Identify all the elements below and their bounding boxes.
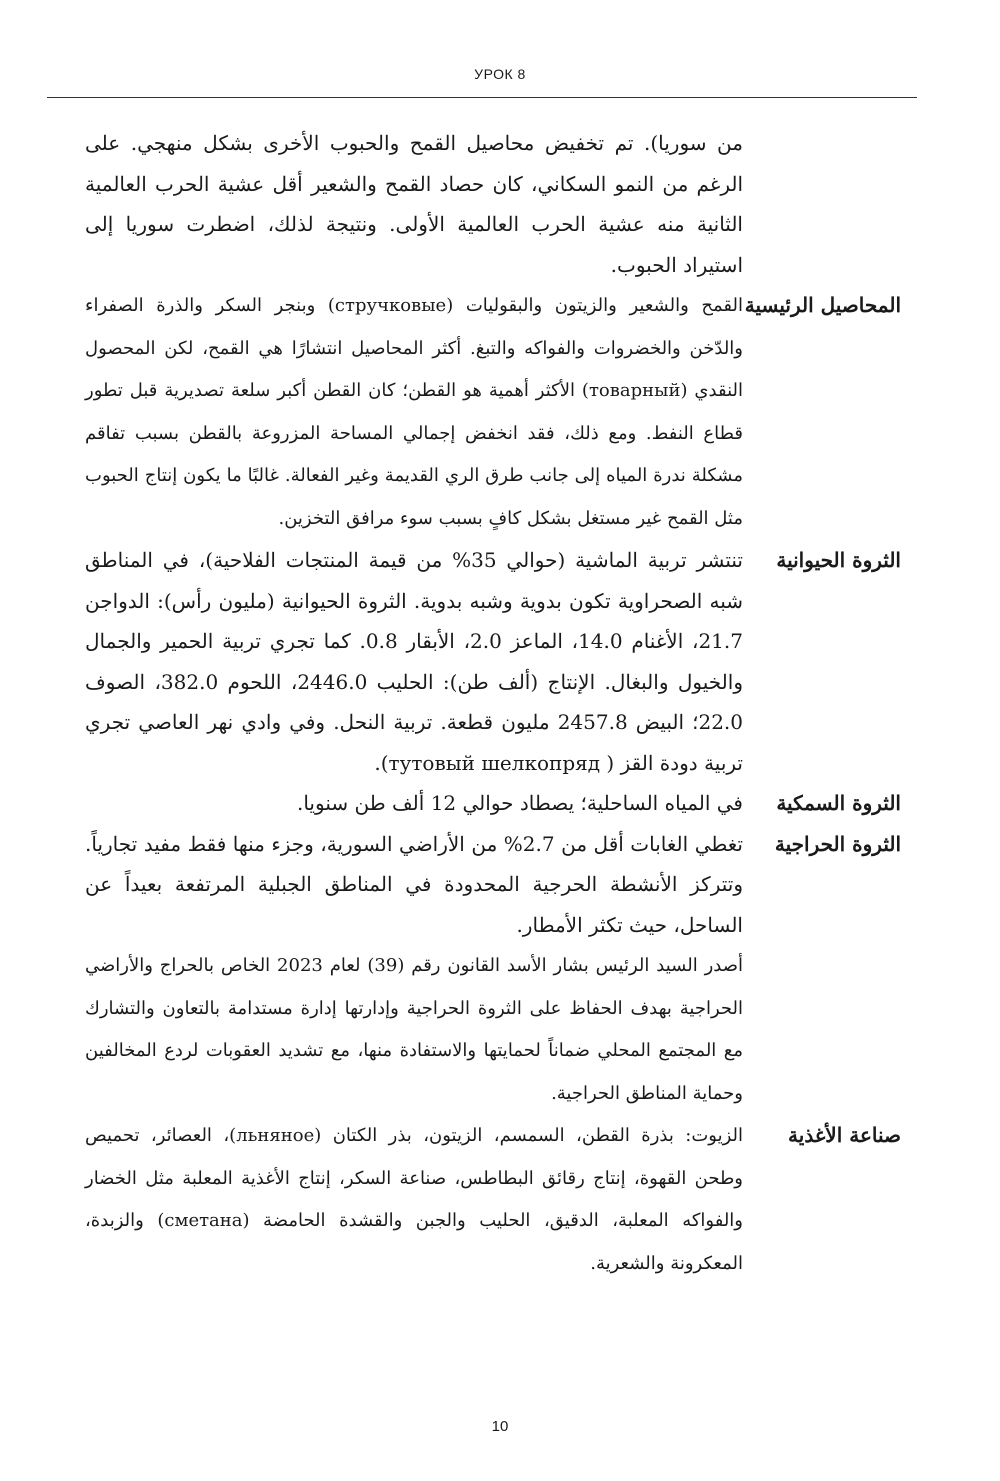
section-text: أصدر السيد الرئيس بشار الأسد القانون رقم (39) لعام 2023 الخاص بالحراج والأراضي الحراجية بهدف الحفاظ على الثروة الحراجية وإدارتها إدارة مستدامة بالتعاون والتشارك مع المجتمع المحلي ضماناً لحمايتها والاستفادة منها، مع تشديد العقوبات لردع المخالفين وحماية المناطق الحراجية. xyxy=(85,955,743,1104)
section-text: القمح والشعير والزيتون والبقوليات (стручковые) وبنجر السكر والذرة الصفراء والدّخن والخضروات والفواكه والتبغ. أكثر المحاصيل انتشارًا هي القمح، لكن المحصول النقدي (товарный) الأكثر أهمية هو القطن؛ كان القطن أكبر سلعة تصديرية قبل تطور قطاع النفط. ومع ذلك، فقد انخفض إجمالي المساحة المزروعة بالقطن بسبب تفاقم مشكلة ندرة المياه إلى جانب طرق الري القديمة وغير الفعالة. غالبًا ما يكون إنتاج الحبوب مثل القمح غير مستغل بشكل كافٍ بسبب سوء مرافق التخزين. xyxy=(85,295,743,529)
section-label xyxy=(743,945,917,1115)
section-food-industry xyxy=(47,1115,917,1285)
section-forestry xyxy=(47,824,917,946)
section-label: الثروة السمكية xyxy=(776,791,901,815)
section-forestry-law xyxy=(47,945,917,1115)
section-label: صناعة الأغذية xyxy=(788,1123,901,1147)
section-fishery xyxy=(47,783,917,824)
section-livestock xyxy=(47,540,917,783)
header-rule xyxy=(47,97,917,98)
section-label xyxy=(743,123,917,285)
section-text: من سوريا). تم تخفيض محاصيل القمح والحبوب الأخرى بشكل منهجي. على الرغم من النمو السكاني، كان حصاد القمح والشعير أقل عشية الحرب العالمية الثانية منه عشية الحرب العالمية الأولى. ونتيجة لذلك، اضطرت سوريا إلى استيراد الحبوب. xyxy=(85,131,743,277)
section-intro xyxy=(47,123,917,285)
section-label: الثروة الحراجية xyxy=(774,831,901,856)
section-label: الثروة الحيوانية xyxy=(776,548,901,572)
page-number: 10 xyxy=(491,1418,509,1435)
section-text: في المياه الساحلية؛ يصطاد حوالي 12 ألف طن سنويا. xyxy=(296,791,743,815)
section-main-crops xyxy=(47,285,917,540)
section-text: تغطي الغابات أقل من 2.7% من الأراضي السورية، وجزء منها فقط مفيد تجارياً. وتتركز الأنشطة الحرجية المحدودة في المناطق الجبلية المرتفعة بعيداً عن الساحل، حيث تكثر الأمطار. xyxy=(85,831,743,937)
page-header: УРОК 8 xyxy=(474,66,526,82)
section-text: الزيوت: بذرة القطن، السمسم، الزيتون، بذر الكتان (льняное)، العصائر، تحميص وطحن القهوة، إنتاج رقائق البطاطس، صناعة السكر، إنتاج الأغذية المعلبة مثل الخضار والفواكه المعلبة، الدقيق، الحليب والجبن والقشدة الحامضة (сметана) والزبدة، المعكرونة والشعرية. xyxy=(85,1125,744,1274)
page-content xyxy=(47,123,917,1285)
section-text: تنتشر تربية الماشية (حوالي 35% من قيمة المنتجات الفلاحية)، في المناطق شبه الصحراوية تكون بدوية وشبه بدوية. الثروة الحيوانية (مليون رأس): الدواجن 21.7، الأغنام 14.0، الماعز 2.0، الأبقار 0.8. كما تجري تربية الحمير والجمال والخيول والبغال. الإنتاج (ألف طن): الحليب 2446.0، اللحوم 382.0، الصوف 22.0؛ البيض 2457.8 مليون قطعة. تربية النحل. وفي وادي نهر العاصي تجري تربية دودة القز ( тутовый шелкопряд). xyxy=(85,548,743,775)
section-label: المحاصيل الرئيسية xyxy=(744,293,901,317)
